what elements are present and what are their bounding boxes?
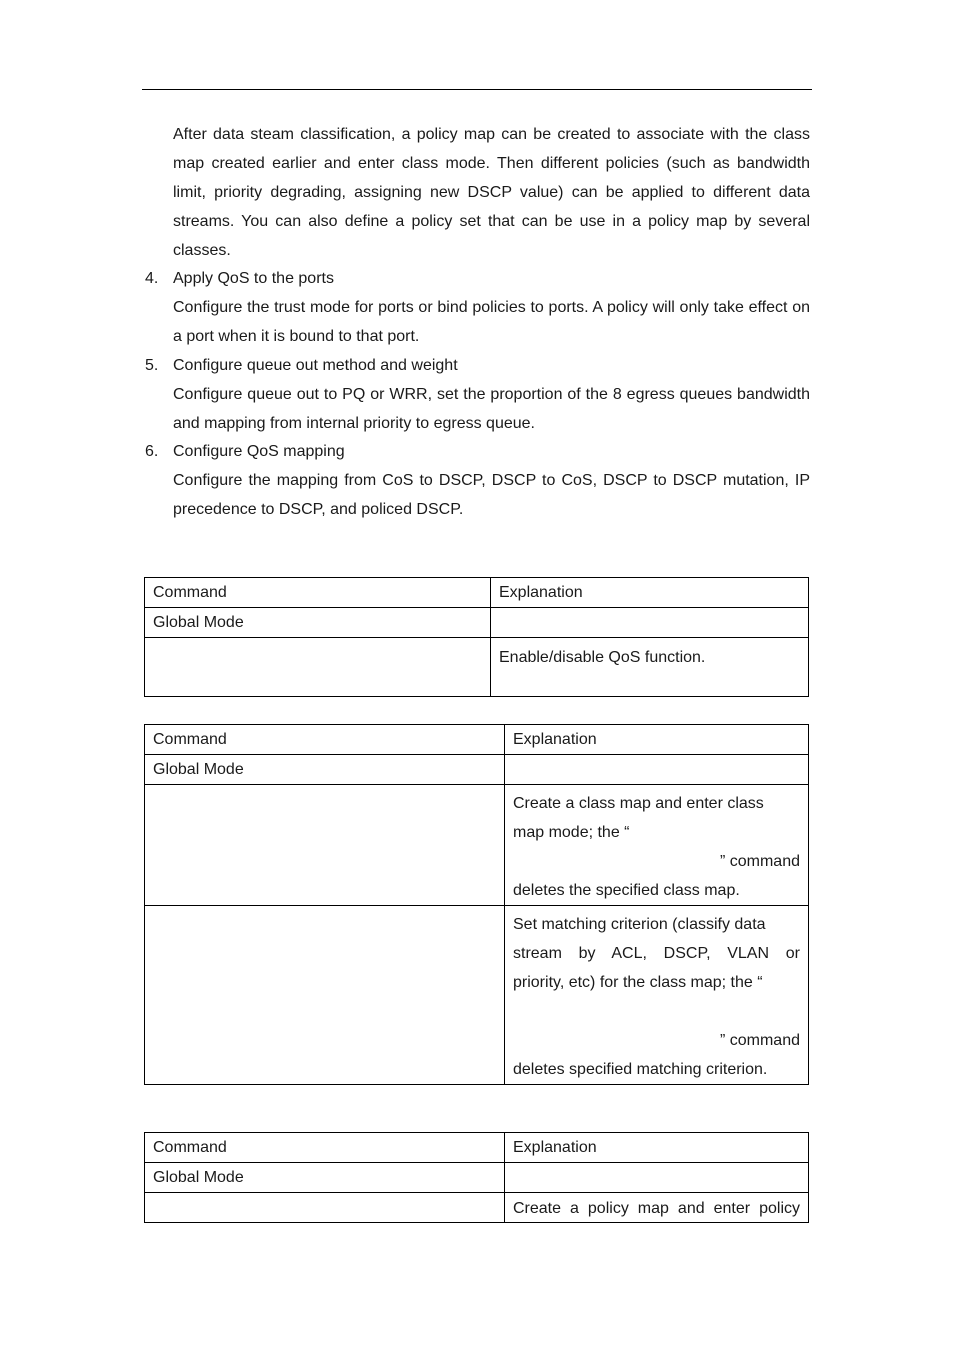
explanation-header: Explanation — [505, 1133, 809, 1163]
explanation-header: Explanation — [505, 725, 809, 755]
mode-row — [145, 608, 809, 638]
header-rule — [142, 89, 812, 90]
qos-enable-table — [144, 577, 809, 697]
explanation-header: Explanation — [491, 578, 809, 608]
class-map-table — [144, 724, 809, 1085]
table-row — [145, 1193, 809, 1223]
explanation-cell: Create a policy map and enter policy — [505, 1193, 809, 1223]
explanation-line: deletes the specified class map. — [513, 882, 740, 899]
step-5-number: 5. — [145, 357, 159, 374]
intro-paragraph: After data steam classification, a policy map can be created to associate with the class map created earlier and enter class mode. Then different policies (such as bandwidth limit, priority degrading, assigning new DSCP value) can be applied to different data streams. You can also define a policy set that can be use in a policy map by several classes. — [173, 126, 810, 259]
command-cell — [145, 638, 491, 697]
mode-cell: Global Mode — [145, 1163, 505, 1193]
step-4-title: Apply QoS to the ports — [173, 270, 334, 287]
step-6-number: 6. — [145, 443, 159, 460]
mode-row — [145, 755, 809, 785]
table-header-row — [145, 725, 809, 755]
table-row — [145, 638, 809, 697]
policy-map-table — [144, 1132, 809, 1223]
command-cell — [145, 906, 505, 1085]
command-header: Command — [145, 725, 505, 755]
explanation-line: Set matching criterion (classify data — [513, 916, 766, 933]
explanation-line: ” command — [719, 853, 800, 870]
explanation-cell — [505, 785, 809, 906]
mode-empty-cell — [491, 608, 809, 638]
explanation-line: map mode; the “ — [513, 824, 630, 841]
step-6-body: Configure the mapping from CoS to DSCP, DSCP to CoS, DSCP to DSCP mutation, IP precedence to DSCP, and policed DSCP. — [173, 472, 810, 518]
explanation-line: Create a class map and enter class — [513, 795, 764, 812]
explanation-cell — [505, 906, 809, 1085]
step-5-body: Configure queue out to PQ or WRR, set the proportion of the 8 egress queues bandwidth and mapping from internal priority to egress queue. — [173, 386, 810, 432]
explanation-line: priority, etc) for the class map; the “ — [513, 974, 763, 991]
table-header-row — [145, 578, 809, 608]
step-6-title: Configure QoS mapping — [173, 443, 345, 460]
command-cell — [145, 1193, 505, 1223]
mode-row — [145, 1163, 809, 1193]
mode-cell: Global Mode — [145, 755, 505, 785]
table-row — [145, 785, 809, 906]
explanation-line: stream by ACL, DSCP, VLAN or — [513, 945, 800, 962]
command-cell — [145, 785, 505, 906]
explanation-line: deletes specified matching criterion. — [513, 1061, 768, 1078]
explanation-line: ” command — [719, 1032, 800, 1049]
table-row — [145, 906, 809, 1085]
command-header: Command — [145, 1133, 505, 1163]
explanation-line — [513, 997, 800, 1026]
step-5-title: Configure queue out method and weight — [173, 357, 458, 374]
mode-empty-cell — [505, 1163, 809, 1193]
command-header: Command — [145, 578, 491, 608]
table-header-row — [145, 1133, 809, 1163]
mode-empty-cell — [505, 755, 809, 785]
step-4-number: 4. — [145, 270, 159, 287]
step-4-body: Configure the trust mode for ports or bind policies to ports. A policy will only take effect on a port when it is bound to that port. — [173, 299, 810, 345]
explanation-cell: Enable/disable QoS function. — [491, 638, 809, 697]
mode-cell: Global Mode — [145, 608, 491, 638]
